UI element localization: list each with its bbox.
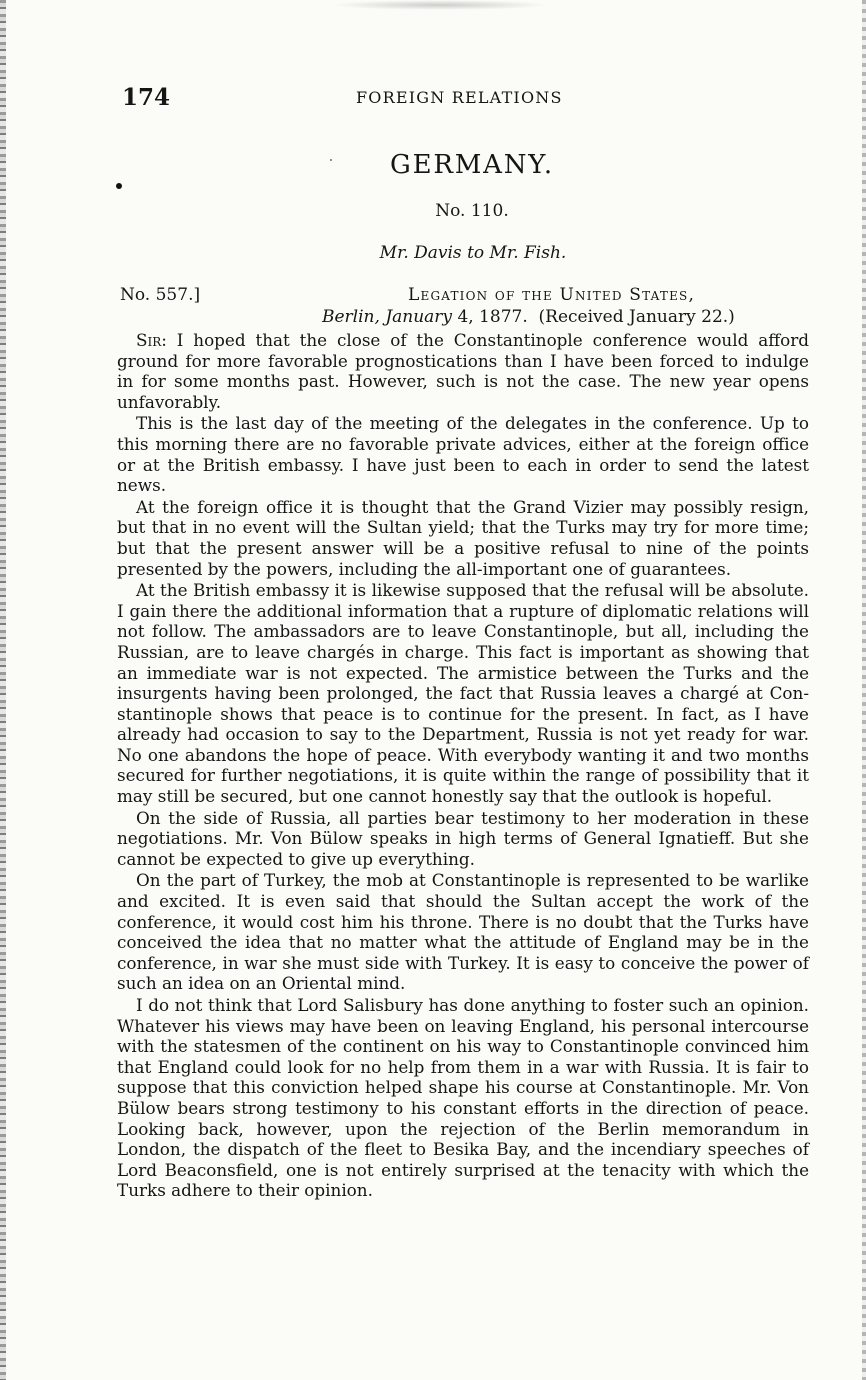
- page-number: 174: [122, 84, 171, 111]
- paragraph-2: This is the last day of the meeting of the delegates in the conference. Up to this morning there are no favorable private advices, either at the foreign office or at the British embassy. I have just been to each in order to send the latest news.: [117, 413, 809, 496]
- date-rest: 4, 1877.: [457, 307, 528, 327]
- paragraph-3: At the foreign office it is thought that the Grand Vizier may possibly resign, but that in no event will the Sultan yield; that the Turks may try for more time; but that the present answer will be a positive refusal to nine of the points presented by the powers, including the all-important one of guarantees.: [117, 496, 809, 579]
- document-number: No. 110.: [435, 201, 509, 221]
- legation-name: Legation of the United States,: [408, 285, 696, 305]
- dateline: [322, 307, 735, 327]
- paragraph-4: At the British embassy it is likewise supposed that the refusal will be absolute. I gain there the additional information that a rupture of diplomatic relations will not follow. The ambassadors are to leave Constantinople, but all, including the Russian, are to leave chargés in charge. This fact is important as showing that an immediate war is not expected. The armistice between the Turks and the insurgents having been prolonged, the fact that Russia leaves a chargé at Constantinople shows that peace is to continue for the present. In fact, as I have already had occasion to say to the Department, Russia is not yet ready for war. No one abandons the hope of peace. With everybody wanting it and two months secured for further negotiations, it is quite within the range of possibility that it may still be secured, but one cannot honestly say that the outlook is hopeful.: [117, 580, 809, 807]
- paragraph-1-text: : I hoped that the close of the Constantinople conference would afford ground for more favorable prognostications than I have been forced to indulge in for some months past. However, such is not the case. The new year opens unfavorably.: [117, 330, 809, 412]
- country-heading: GERMANY.: [390, 150, 554, 180]
- scan-smudge: [330, 0, 550, 10]
- paragraph-5: On the side of Russia, all parties bear testimony to her moderation in these negotiations. Mr. Von Bülow speaks in high terms of General Ignatieff. But she cannot be expected to give up everything.: [117, 807, 809, 869]
- running-head: FOREIGN RELATIONS: [356, 88, 563, 107]
- paragraph-7: I do not think that Lord Salisbury has done anything to foster such an opinion. Whatever his views may have been on leaving England, his personal intercourse with the statesmen of the continent on his way to Constantinople convinced him that England could look for no help from them in a war with Russia. It is fair to suppose that this conviction helped shape his course at Constantinople. Mr. Von Bülow bears strong testimony to his constant efforts in the direction of peace. Looking back, however, upon the rejection of the Berlin memorandum in London, the dispatch of the fleet to Besika Bay, and the incendiary speeches of Lord Beaconsfield, one is not entirely surprised at the tenacity with which the Turks adhere to their opinion.: [117, 995, 809, 1201]
- paragraph-6: On the part of Turkey, the mob at Constantinople is represented to be warlike and excited. It is even said that should the Sultan accept the work of the conference, it would cost him his throne. There is no doubt that the Turks have conceived the idea that no matter what the attitude of England may be in the conference, in war she must side with Turkey. It is easy to conceive the power of such an idea on an Oriental mind.: [117, 870, 809, 994]
- salutation: Sir: [136, 330, 162, 350]
- dispatch-number: No. 557.]: [120, 285, 201, 305]
- date-place: Berlin,: [322, 307, 380, 327]
- received-date: (Received January 22.): [538, 307, 735, 327]
- page-header: [0, 84, 866, 114]
- letter-title: Mr. Davis to Mr. Fish.: [379, 243, 567, 263]
- letter-body: [117, 330, 809, 1201]
- date-month: January: [385, 307, 453, 327]
- paragraph-1: [117, 330, 809, 412]
- ink-dot: [116, 183, 122, 189]
